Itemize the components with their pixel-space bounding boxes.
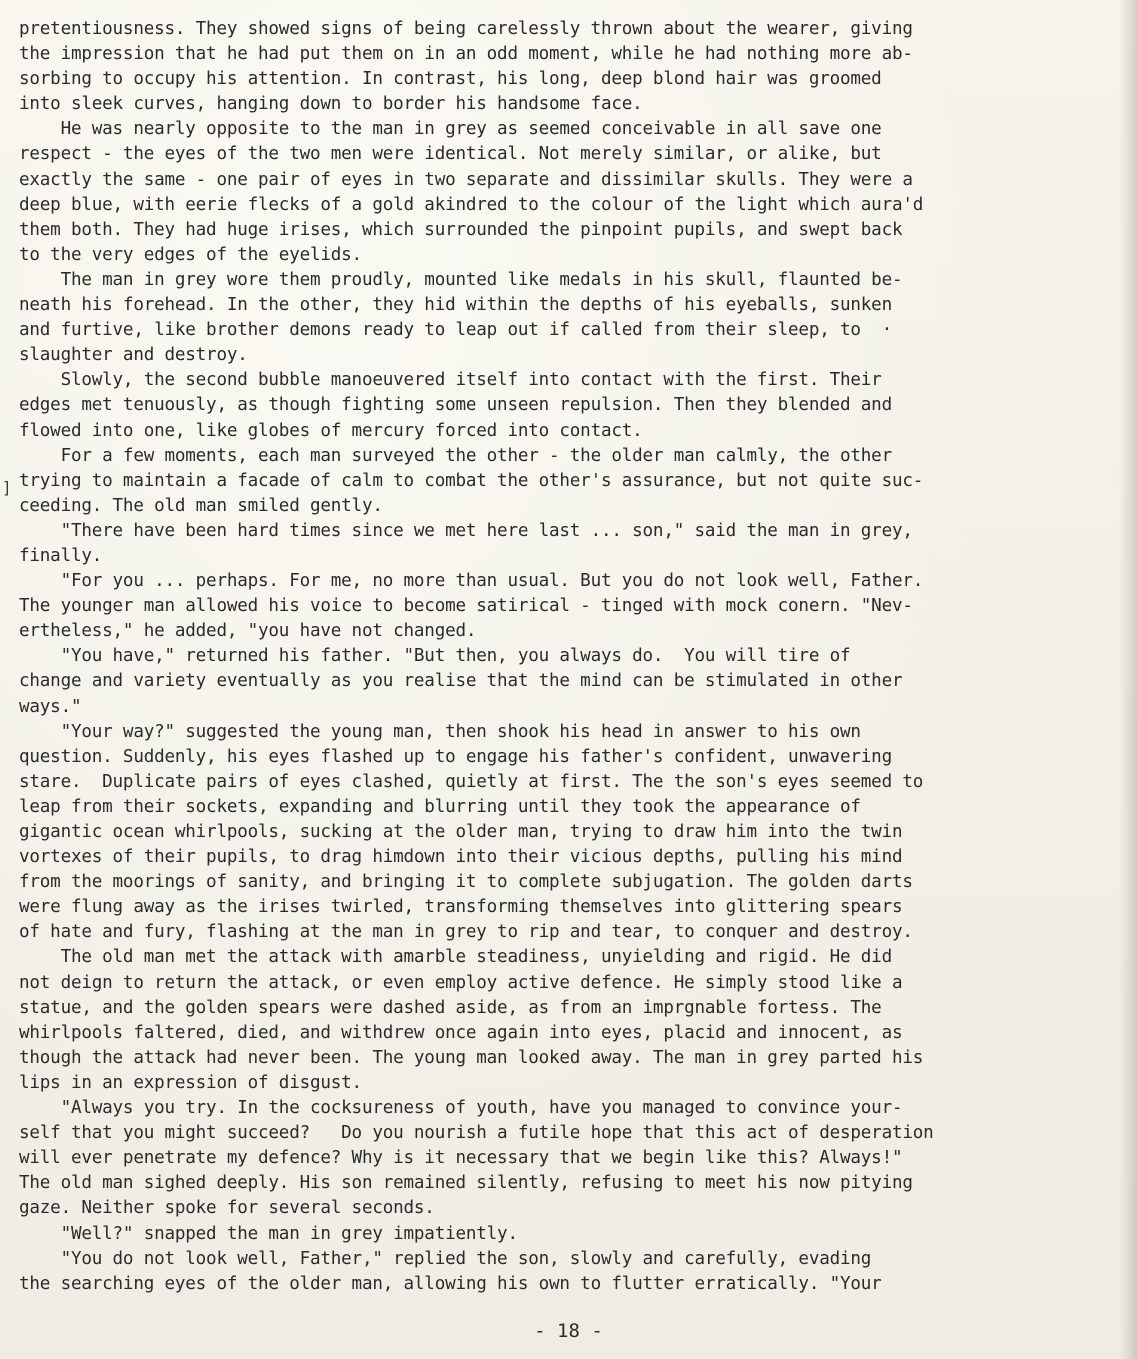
text-line: not deign to return the attack, or even employ active defence. He simply stood like a bbox=[19, 972, 903, 993]
text-line: "You have," returned his father. "But then, you always do. You will tire of bbox=[19, 646, 851, 667]
text-line: He was nearly opposite to the man in grey as seemed conceivable in all save one bbox=[19, 119, 882, 140]
text-line: sorbing to occupy his attention. In contrast, his long, deep blond hair was groomed bbox=[19, 69, 882, 90]
text-line: Slowly, the second bubble manoeuvered itself into contact with the first. Their bbox=[19, 370, 882, 391]
text-line: vortexes of their pupils, to drag himdown into their vicious depths, pulling his mind bbox=[19, 847, 903, 868]
text-line: finally. bbox=[19, 545, 103, 566]
text-line: For a few moments, each man surveyed the other - the older man calmly, the other bbox=[19, 445, 892, 466]
page-number: - 18 - bbox=[534, 1320, 603, 1342]
text-line: exactly the same - one pair of eyes in two separate and dissimilar skulls. They were a bbox=[19, 169, 913, 190]
text-line: were flung away as the irises twirled, transforming themselves into glittering spears bbox=[19, 897, 903, 918]
text-line: ways." bbox=[19, 696, 82, 717]
text-line: respect - the eyes of the two men were identical. Not merely similar, or alike, but bbox=[19, 144, 882, 165]
text-line: deep blue, with eerie flecks of a gold akindred to the colour of the light which aura'd bbox=[19, 194, 924, 215]
text-line: stare. Duplicate pairs of eyes clashed, quietly at first. The the son's eyes seemed to bbox=[19, 771, 924, 792]
text-line: "For you ... perhaps. For me, no more than usual. But you do not look well, Father. bbox=[19, 571, 924, 592]
text-line: self that you might succeed? Do you nourish a futile hope that this act of desperation bbox=[19, 1123, 934, 1144]
text-line: from the moorings of sanity, and bringing it to complete subjugation. The golden darts bbox=[19, 872, 913, 893]
text-line: slaughter and destroy. bbox=[19, 345, 248, 366]
text-line: though the attack had never been. The young man looked away. The man in grey parted his bbox=[19, 1047, 924, 1068]
text-line: will ever penetrate my defence? Why is it necessary that we begin like this? Always!" bbox=[19, 1148, 903, 1169]
text-line: The old man sighed deeply. His son remained silently, refusing to meet his now pitying bbox=[19, 1173, 913, 1194]
text-line: into sleek curves, hanging down to border his handsome face. bbox=[19, 94, 643, 115]
text-line: change and variety eventually as you realise that the mind can be stimulated in other bbox=[19, 671, 903, 692]
text-line: flowed into one, like globes of mercury forced into contact. bbox=[19, 420, 643, 441]
text-line: The old man met the attack with amarble steadiness, unyielding and rigid. He did bbox=[19, 947, 892, 968]
text-line: them both. They had huge irises, which surrounded the pinpoint pupils, and swept back bbox=[19, 219, 903, 240]
text-line: trying to maintain a facade of calm to combat the other's assurance, but not quite suc- bbox=[19, 470, 924, 491]
text-line: "Always you try. In the cocksureness of youth, have you managed to convince your- bbox=[19, 1098, 903, 1119]
text-line: ceeding. The old man smiled gently. bbox=[19, 495, 383, 516]
text-line: gaze. Neither spoke for several seconds. bbox=[19, 1198, 435, 1219]
text-line: and furtive, like brother demons ready to leap out if called from their sleep, to · bbox=[19, 320, 892, 341]
text-line: leap from their sockets, expanding and blurring until they took the appearance of bbox=[19, 796, 861, 817]
text-line: "Your way?" suggested the young man, then shook his head in answer to his own bbox=[19, 721, 861, 742]
text-line: "Well?" snapped the man in grey impatiently. bbox=[19, 1223, 518, 1244]
body-text bbox=[19, 17, 1117, 1297]
text-line: statue, and the golden spears were dashed aside, as from an imprgnable fortess. The bbox=[19, 997, 882, 1018]
text-line: gigantic ocean whirlpools, sucking at the older man, trying to draw him into the twin bbox=[19, 822, 903, 842]
text-line: edges met tenuously, as though fighting some unseen repulsion. Then they blended and bbox=[19, 395, 892, 416]
page-edge-shadow bbox=[1119, 0, 1137, 1359]
margin-bracket-mark: ] bbox=[2, 478, 12, 497]
text-line: pretentiousness. They showed signs of being carelessly thrown about the wearer, giving bbox=[19, 19, 913, 39]
text-line: the impression that he had put them on in an odd moment, while he had nothing more ab- bbox=[19, 44, 913, 65]
text-line: lips in an expression of disgust. bbox=[19, 1072, 362, 1093]
text-line: the searching eyes of the older man, allowing his own to flutter erratically. "Your bbox=[19, 1273, 882, 1294]
text-line: ertheless," he added, "you have not changed. bbox=[19, 621, 477, 642]
text-line: to the very edges of the eyelids. bbox=[19, 244, 362, 265]
text-line: of hate and fury, flashing at the man in grey to rip and tear, to conquer and destroy. bbox=[19, 922, 913, 943]
text-line: "You do not look well, Father," replied the son, slowly and carefully, evading bbox=[19, 1248, 872, 1269]
text-line: The man in grey wore them proudly, mounted like medals in his skull, flaunted be- bbox=[19, 269, 903, 290]
text-line: The younger man allowed his voice to become satirical - tinged with mock conern. "Nev- bbox=[19, 596, 913, 617]
text-line: neath his forehead. In the other, they hid within the depths of his eyeballs, sunken bbox=[19, 295, 892, 316]
text-line: "There have been hard times since we met here last ... son," said the man in grey, bbox=[19, 520, 913, 541]
text-line: whirlpools faltered, died, and withdrew once again into eyes, placid and innocent, as bbox=[19, 1022, 903, 1043]
text-line: question. Suddenly, his eyes flashed up to engage his father's confident, unwavering bbox=[19, 746, 892, 767]
